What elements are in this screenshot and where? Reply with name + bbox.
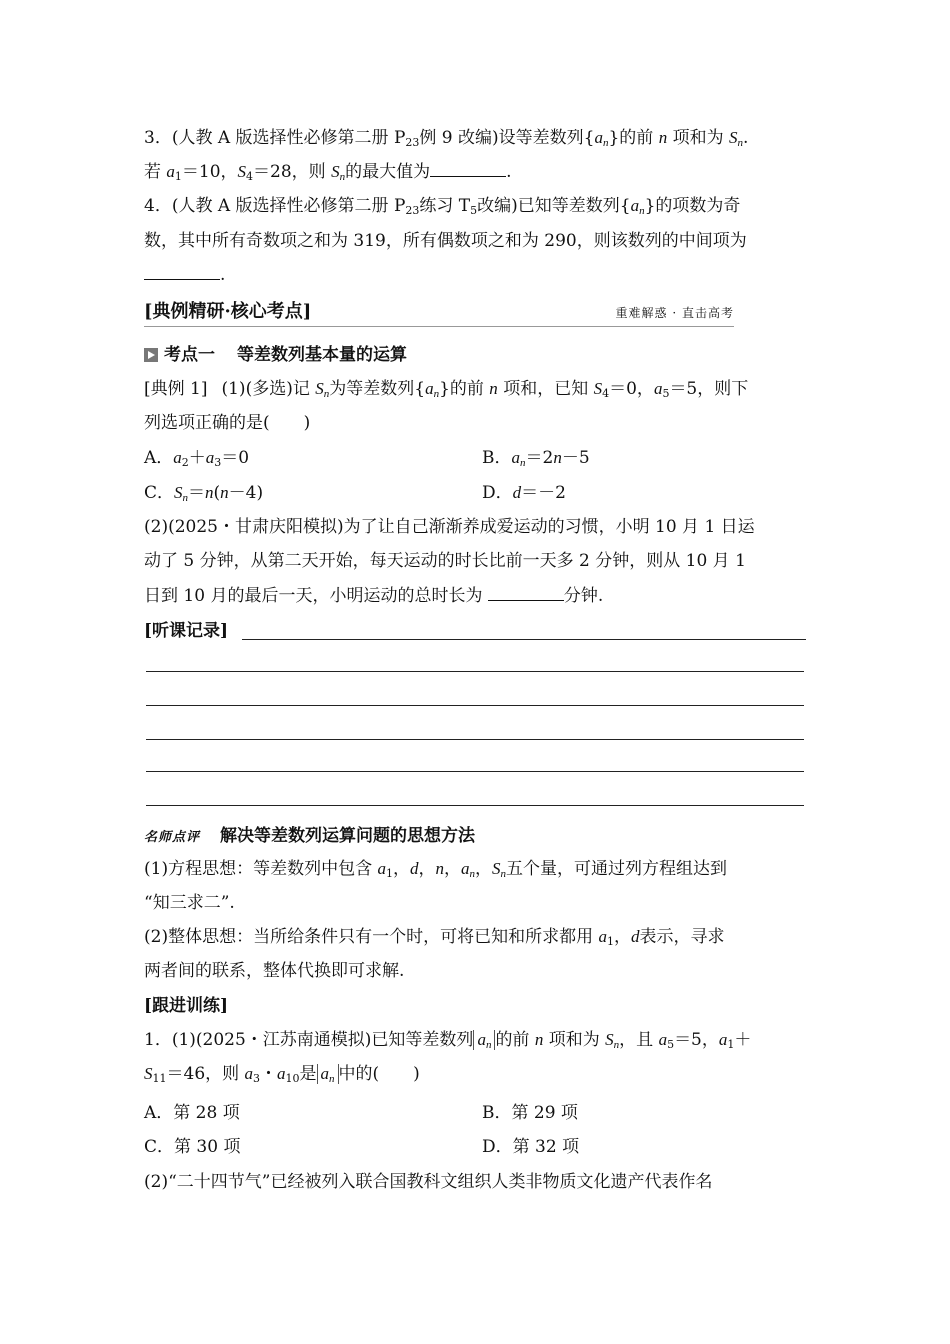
answer-blank[interactable] [430,160,506,177]
notes-line[interactable] [146,805,804,806]
section-title: [典例精研·核心考点] [144,301,312,322]
followup-q2-line1: (2)“二十四节气”已经被列入联合国教科文组织人类非物质文化遗产代表作名 [144,1172,713,1192]
exercise-3-line1: 3．(人教 A 版选择性必修第二册 $P_{23}$例 9 改编)设等差数列$\{a_n\}$的前 n 项和为 $S_n$. [144,128,749,149]
followup-option-c[interactable]: C．第 30 项 [144,1137,241,1157]
section-subtitle: 重难解惑 · 直击高考 [615,306,734,320]
exercise-3-line2: 若 $a_1=10$，$S_4=28$，则 $S_n$的最大值为 . [144,162,512,183]
topic-heading: 考点一 等差数列基本量的运算 [144,343,407,367]
teacher-comment-heading [144,824,475,848]
exercise-4-line1: 4．(人教 A 版选择性必修第二册 $P_{23}$练习 $T_5$改编)已知等差数列$\{a_n\}$的项数为奇 [144,196,741,217]
notes-line[interactable] [146,771,804,772]
teacher-point-1-line2: “知三求二”. [144,893,235,913]
answer-blank[interactable] [144,263,220,280]
notes-line[interactable] [146,705,804,706]
notes-label: [听课记录] [144,621,229,641]
followup-option-b[interactable]: B．第 29 项 [482,1103,578,1123]
option-b[interactable]: B．$a_n=2n-5$ [482,448,590,469]
example-1-line1: [典例 1] (1)(多选)记 $S_n$为等差数列$\{a_n\}$的前 n 项和，已知 $S_4=0$，$a_5=5$，则下 [144,379,749,400]
example-1-part2-line1: (2)(2025・甘肃庆阳模拟)为了让自己渐渐养成爱运动的习惯，小明 10 月 1 日运 [144,517,755,537]
teacher-badge: 名师点评 [144,830,201,845]
notes-line[interactable] [146,671,804,672]
exercise-4-line3: . [144,263,225,287]
option-d[interactable]: D．d＝－2 [482,483,566,503]
followup-option-a[interactable]: A．第 28 项 [144,1103,240,1123]
play-icon [144,348,158,362]
example-1-part2-line2: 动了 5 分钟，从第二天开始，每天运动的时长比前一天多 2 分钟，则从 10 月 1 [144,551,746,571]
followup-option-d[interactable]: D．第 32 项 [482,1137,580,1157]
option-c[interactable]: C．$S_n=n(n-4)$ [144,483,264,504]
option-a[interactable]: A．$a_2+a_3=0$ [144,448,250,469]
teacher-point-1: (1)方程思想：等差数列中包含 $a_1$，d，n，$a_n$，$S_n$五个量，可通过列方程组达到 [144,859,727,880]
teacher-title: 解决等差数列运算问题的思想方法 [220,826,476,846]
example-1-part2-line3: 日到 10 月的最后一天，小明运动的总时长为 分钟. [144,586,604,606]
followup-q1-line1: 1．(1)(2025・江苏南通模拟)已知等差数列 $a_n$ 的前 n 项和为 $S_n$，且 $a_5=5$，$a_1+$ [144,1030,752,1051]
answer-blank[interactable] [488,584,564,601]
followup-label: [跟进训练] [144,996,229,1016]
exercise-4-line2: 数，其中所有奇数项之和为 319，所有偶数项之和为 290，则该数列的中间项为 [144,231,747,251]
notes-line[interactable] [146,739,804,740]
teacher-point-2: (2)整体思想：当所给条件只有一个时，可将已知和所求都用 $a_1$，d表示，寻求 [144,927,725,948]
notes-line[interactable] [242,639,806,640]
teacher-point-2-line2: 两者间的联系，整体代换即可求解. [144,961,405,981]
followup-q1-line2: $S_{11}=46$，则 $a_3$・$a_{10}$是 $a_n$ 中的( ) [144,1064,420,1085]
example-1-line2: 列选项正确的是( ) [144,413,311,433]
section-header [144,300,734,327]
